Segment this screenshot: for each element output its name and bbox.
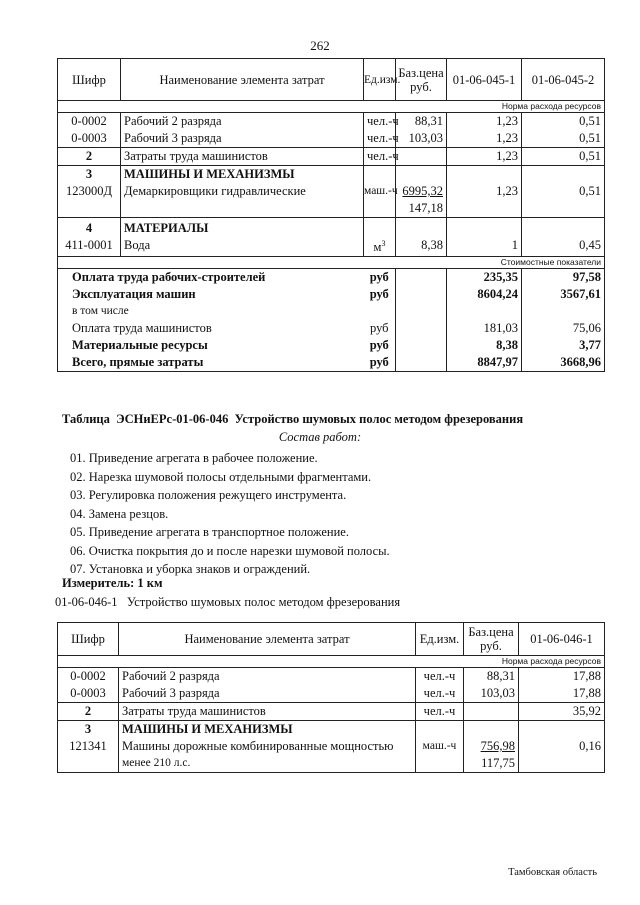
- table-row: [58, 668, 605, 686]
- header-col1: 01-06-045-1: [447, 59, 522, 101]
- header-col1: 01-06-046-1: [519, 623, 605, 656]
- meter-label: Измеритель: 1 км: [62, 576, 163, 590]
- row-price: [464, 703, 519, 721]
- row-value-1: 0,16: [579, 739, 601, 753]
- row-unit: м: [373, 240, 382, 255]
- row-price: 88,31: [464, 668, 519, 686]
- row-value-1: 1,23: [447, 113, 522, 131]
- cost-unit: руб: [369, 338, 389, 353]
- table-row: [58, 113, 605, 131]
- row-unit: чел.-ч: [416, 685, 464, 703]
- cost-value-1: 235,35: [447, 269, 522, 287]
- row-price: 103,03: [464, 685, 519, 703]
- cost-unit: руб: [369, 270, 389, 285]
- table-row: [58, 703, 605, 721]
- row-name: Рабочий 3 разряда: [119, 685, 416, 703]
- table-row: [58, 148, 605, 166]
- row-value-1: 35,92: [519, 703, 605, 721]
- table-row: [58, 721, 605, 773]
- header-code: Шифр: [58, 623, 119, 656]
- works-list: [70, 449, 390, 579]
- footer-region: Тамбовская область: [508, 867, 597, 878]
- section-number: 3: [84, 722, 92, 736]
- row-price: 103,03: [396, 130, 447, 148]
- item-code: 01-06-046-1: [55, 595, 118, 609]
- row-name: Рабочий 2 разряда: [121, 113, 364, 131]
- cost-value-2: 97,58: [522, 269, 605, 287]
- header-price: Баз.цена руб.: [396, 59, 447, 101]
- row-unit: чел.-ч: [364, 130, 396, 148]
- table-title: Таблица ЭСНиЕРс-01-06-046 Устройство шумовых полос методом фрезерования: [62, 412, 524, 426]
- header-unit: Ед.изм.: [364, 59, 396, 101]
- row-price: 88,31: [396, 113, 447, 131]
- works-subtitle: Состав работ:: [278, 430, 362, 444]
- row-name: Демаркировщики гидравлические: [124, 184, 306, 198]
- row-code: 2: [58, 148, 121, 166]
- row-unit: чел.-ч: [416, 703, 464, 721]
- work-item: 01. Приведение агрегата в рабочее положение.: [70, 451, 318, 465]
- row-name: Вода: [124, 238, 151, 253]
- table-row: [58, 166, 605, 218]
- cost-name: Оплата труда машинистов: [58, 320, 364, 337]
- cost-value-1: 8847,97: [447, 354, 522, 372]
- cost-label: Стоимостные показатели: [58, 257, 605, 269]
- work-item: 03. Регулировка положения режущего инструмента.: [70, 488, 347, 502]
- item-heading: [55, 595, 400, 610]
- header-name: Наименование элемента затрат: [119, 623, 416, 656]
- header-price: Баз.цена руб.: [464, 623, 519, 656]
- row-price: 6995,32: [402, 184, 443, 198]
- header-code: Шифр: [58, 59, 121, 101]
- row-code: 0-0002: [58, 113, 121, 131]
- header-unit: Ед.изм.: [416, 623, 464, 656]
- row-code: 0-0002: [58, 668, 119, 686]
- work-item: 05. Приведение агрегата в транспортное положение.: [70, 525, 349, 539]
- header-name: Наименование элемента затрат: [121, 59, 364, 101]
- item-name: Устройство шумовых полос методом фрезерования: [126, 595, 401, 609]
- row-value-2: 0,51: [579, 184, 601, 198]
- row-value-1: 17,88: [519, 685, 605, 703]
- cost-name: Материальные ресурсы: [58, 337, 364, 354]
- row-value-2: 0,45: [579, 238, 601, 253]
- cost-name: в том числе: [58, 303, 364, 320]
- row-name: Рабочий 3 разряда: [121, 130, 364, 148]
- section-title: МАШИНЫ И МЕХАНИЗМЫ: [124, 167, 295, 181]
- row-name: Рабочий 2 разряда: [119, 668, 416, 686]
- row-price: 8,38: [421, 238, 443, 253]
- row-name-continued: менее 210 л.с.: [122, 757, 191, 769]
- row-unit: маш.-ч: [364, 185, 398, 197]
- row-code: 123000Д: [65, 184, 113, 198]
- section-number: 3: [85, 167, 93, 181]
- cost-name: Эксплуатация машин: [58, 286, 364, 303]
- norm-label: Норма расхода ресурсов: [58, 656, 605, 668]
- row-code: 0-0003: [58, 130, 121, 148]
- row-value-2: 0,51: [522, 113, 605, 131]
- row-code: 411-0001: [65, 238, 113, 253]
- row-code: 2: [58, 703, 119, 721]
- row-price: 756,98: [480, 739, 515, 753]
- cost-value-2: 3567,61: [522, 286, 605, 303]
- work-item: 07. Установка и уборка знаков и ограждений.: [70, 562, 311, 576]
- row-value-1: 1,23: [496, 184, 518, 198]
- cost-unit: руб: [369, 321, 389, 336]
- work-item: 06. Очистка покрытия до и после нарезки шумовой полосы.: [70, 543, 390, 558]
- section-title: МАШИНЫ И МЕХАНИЗМЫ: [122, 722, 293, 736]
- row-value-1: 1,23: [447, 148, 522, 166]
- cost-name: Оплата труда рабочих-строителей: [58, 269, 364, 287]
- section-number: 4: [85, 221, 93, 236]
- row-value-2: 0,51: [522, 130, 605, 148]
- cost-value-1: 8604,24: [447, 286, 522, 303]
- row-value-1: 17,88: [519, 668, 605, 686]
- row-unit: чел.-ч: [364, 148, 396, 166]
- row-name: Затраты труда машинистов: [121, 148, 364, 166]
- row-unit: чел.-ч: [364, 113, 396, 131]
- row-unit: чел.-ч: [416, 668, 464, 686]
- row-code: 0-0003: [58, 685, 119, 703]
- work-item: 04. Замена резцов.: [70, 506, 169, 521]
- page-number: 262: [310, 38, 330, 53]
- row-price-secondary: 117,75: [481, 756, 515, 770]
- resource-table-045: [57, 58, 605, 372]
- row-value-1: 1,23: [447, 130, 522, 148]
- row-value-2: 0,51: [522, 148, 605, 166]
- cost-unit: руб: [369, 287, 389, 302]
- resource-table-046: [57, 622, 605, 773]
- row-value-1: 1: [511, 238, 518, 253]
- work-item: 02. Нарезка шумовой полосы отдельными фрагментами.: [70, 469, 372, 484]
- section-title: МАТЕРИАЛЫ: [124, 221, 209, 236]
- cost-value-1: 8,38: [447, 337, 522, 354]
- row-price: [396, 148, 447, 166]
- cost-unit: руб: [369, 355, 389, 370]
- row-unit: маш.-ч: [422, 740, 457, 752]
- row-code: 121341: [69, 739, 107, 753]
- row-name: Машины дорожные комбинированные мощностью: [122, 739, 394, 753]
- cost-value-2: 3,77: [522, 337, 605, 354]
- table-row: [58, 130, 605, 148]
- cost-value-2: 3668,96: [522, 354, 605, 372]
- cost-name: Всего, прямые затраты: [58, 354, 364, 372]
- header-col2: 01-06-045-2: [522, 59, 605, 101]
- norm-label: Норма расхода ресурсов: [58, 101, 605, 113]
- table-row: [58, 218, 605, 257]
- row-price-secondary: 147,18: [408, 201, 443, 215]
- row-name: Затраты труда машинистов: [119, 703, 416, 721]
- unit-superscript: 3: [381, 239, 386, 248]
- cost-value-2: 75,06: [522, 320, 605, 337]
- table-row: [58, 685, 605, 703]
- cost-value-1: 181,03: [447, 320, 522, 337]
